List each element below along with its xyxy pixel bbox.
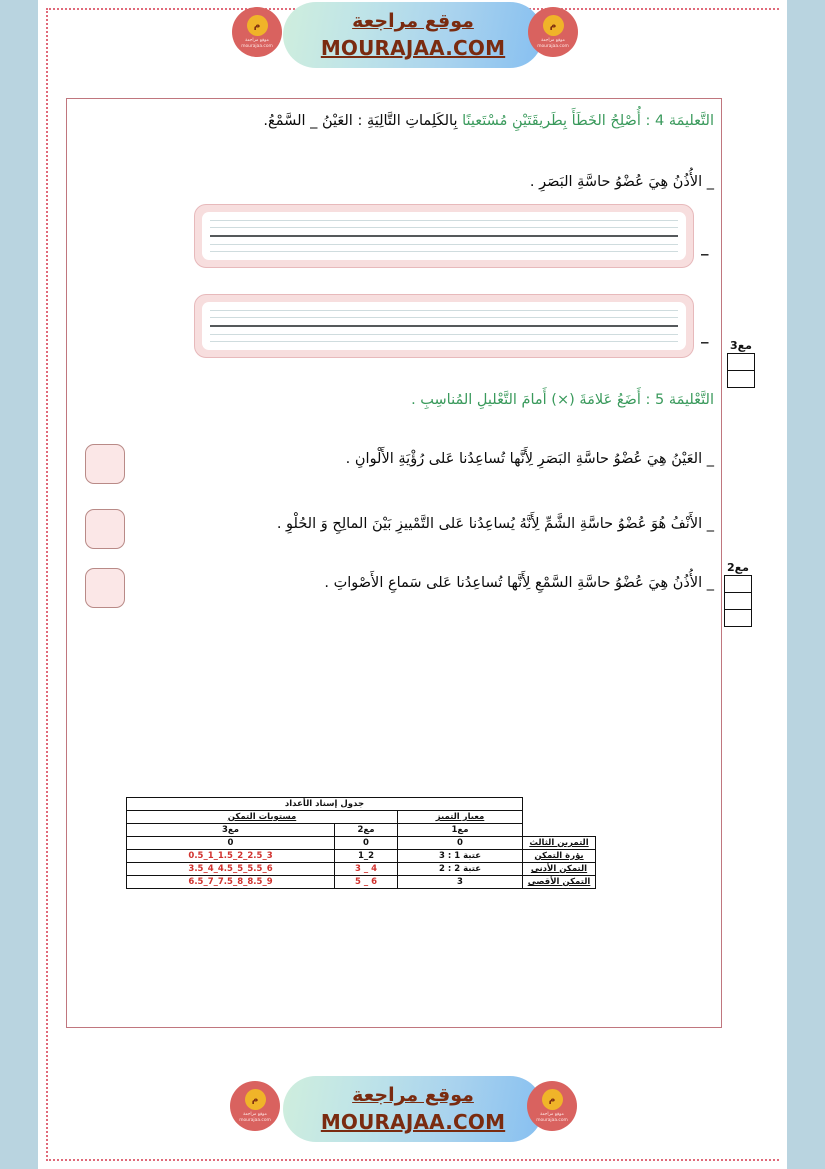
- answer-box-1-dash: _: [701, 238, 709, 256]
- score-marker-mae3: [727, 340, 755, 388]
- logo-subtext-right: موقع مراجعة mourajaa.com: [536, 1112, 568, 1123]
- grade-table-levels-row: [127, 824, 596, 837]
- grade-table-level-2: مع2: [335, 824, 398, 837]
- rule-line: [210, 341, 678, 342]
- header-brand-url[interactable]: MOURAJAA.COM: [320, 36, 506, 60]
- header-brand-arabic: موقع مراجعة: [352, 10, 474, 32]
- logo-subtext-left: موقع مراجعة mourajaa.com: [239, 1112, 271, 1123]
- score-cell[interactable]: [725, 576, 751, 593]
- grade-row-0-level2: 0: [335, 837, 398, 850]
- score-marker-mae2: [724, 562, 752, 627]
- rule-line: [210, 334, 678, 335]
- grade-row-label-3: التمكن الأقصى: [523, 876, 596, 889]
- grade-row-2-level3: 6_5.5_5_4.5_4_3.5: [127, 863, 335, 876]
- score-marker-mae2-cells[interactable]: [724, 575, 752, 627]
- brand-logo-icon-left: [230, 1081, 280, 1131]
- table-row: [127, 850, 596, 863]
- checkbox-statement-2[interactable]: [85, 509, 125, 549]
- table-row: [127, 863, 596, 876]
- footer-brand-text: [283, 1082, 543, 1136]
- grade-row-1-level2: 2_1: [335, 850, 398, 863]
- grade-row-label-1: بؤرة التمكن: [523, 850, 596, 863]
- score-marker-mae3-label: مع3: [730, 339, 752, 352]
- table-row: [127, 837, 596, 850]
- checkbox-statement-3[interactable]: [85, 568, 125, 608]
- instruction-4: [96, 111, 714, 131]
- instruction-4-sentence: _ الأُذُنُ هِيَ عُضْوُ حاسَّةِ البَصَرِ .: [529, 174, 714, 190]
- rule-line: [210, 251, 678, 252]
- grade-table-header-spacer: [523, 811, 596, 824]
- instruction-4-black-part: بِالكَلِماتِ التَّالِيَةِ : العَيْنُ _ السَّمْعُ.: [263, 113, 458, 129]
- logo-badge-glyph: م: [542, 1089, 563, 1110]
- footer-brand-arabic: موقع مراجعة: [352, 1084, 474, 1106]
- table-row: [127, 876, 596, 889]
- statement-3: _ الأُذُنُ هِيَ عُضْوُ حاسَّةِ السَّمْعِ لِأَنَّها تُساعِدُنا عَلى سَماعِ الأَصْواتِ .: [324, 575, 714, 591]
- score-marker-mae3-cells[interactable]: [727, 353, 755, 388]
- grade-table-title-row: [127, 798, 596, 811]
- grade-table-levels-spacer: [523, 824, 596, 837]
- grade-row-2-level2: 4 _ 3: [335, 863, 398, 876]
- footer-banner: [0, 1074, 825, 1146]
- instruction-4-green-part: التَّعليمَة 4 : أُصْلِحُ الخَطَأَ بِطَريقَتَيْنِ مُسْتَعينًا: [462, 113, 714, 129]
- grade-row-label-0: التمرين الثالث: [523, 837, 596, 850]
- grade-table-level-3: مع3: [127, 824, 335, 837]
- instruction-5: التَّعْليمَة 5 : أَضَعُ عَلامَةَ (×) أَمامَ التَّعْليلِ المُناسِبِ .: [411, 392, 714, 408]
- rule-line: [210, 317, 678, 318]
- rule-line: [210, 244, 678, 245]
- grade-row-0-criterion: 0: [398, 837, 523, 850]
- grade-row-3-level2: 6 _ 5: [335, 876, 398, 889]
- score-cell[interactable]: [728, 354, 754, 371]
- grade-row-0-level3: 0: [127, 837, 335, 850]
- grade-table-title-spacer: [523, 798, 596, 811]
- score-cell[interactable]: [725, 593, 751, 610]
- logo-badge-glyph: م: [245, 1089, 266, 1110]
- answer-box-1[interactable]: [194, 204, 694, 268]
- grade-row-2-criterion: عتبة 2 : 2: [398, 863, 523, 876]
- grade-row-1-level3: 3_2.5_2_1.5_1_0.5: [127, 850, 335, 863]
- statement-2: _ الأَنْفُ هُوَ عُضْوُ حاسَّةِ الشَّمِّ لِأَنَّهُ يُساعِدُنا عَلى التَّمْييزِ بَيْنَ المالِحِ وَ الحُلْوِ .: [276, 516, 714, 532]
- rule-line: [210, 220, 678, 221]
- grade-table-level-1: مع1: [398, 824, 523, 837]
- footer-brand-url[interactable]: MOURAJAA.COM: [320, 1110, 506, 1134]
- answer-box-1-lines[interactable]: [202, 212, 686, 260]
- grade-row-3-level3: 9_8.5_8_7.5_7_6.5: [127, 876, 335, 889]
- logo-subtext-right: موقع مراجعة mourajaa.com: [537, 38, 569, 49]
- rule-line: [210, 310, 678, 311]
- grade-table-header-levels: مستويات التمكن: [127, 811, 398, 824]
- rule-line: [210, 227, 678, 228]
- grade-table-header-row: [127, 811, 596, 824]
- score-cell[interactable]: [728, 371, 754, 388]
- header-brand-text: [283, 8, 543, 62]
- brand-logo-icon-left: [232, 7, 282, 57]
- grade-table-title: جدول إسناد الأعداد: [127, 798, 523, 811]
- answer-box-2[interactable]: [194, 294, 694, 358]
- grade-row-label-2: التمكن الأدنى: [523, 863, 596, 876]
- answer-box-2-dash: _: [701, 326, 709, 344]
- rule-line-baseline: [210, 235, 678, 237]
- answer-box-2-lines[interactable]: [202, 302, 686, 350]
- grade-row-1-criterion: عتبة 1 : 3: [398, 850, 523, 863]
- statement-1: _ العَيْنُ هِيَ عُضْوُ حاسَّةِ البَصَرِ لِأَنَّها تُساعِدُنا عَلى رُؤْيَةِ الأَلْوانِ .: [345, 451, 714, 467]
- rule-line-baseline: [210, 325, 678, 327]
- logo-badge-glyph: م: [543, 15, 564, 36]
- grade-row-3-criterion: 3: [398, 876, 523, 889]
- checkbox-statement-1[interactable]: [85, 444, 125, 484]
- score-marker-mae2-label: مع2: [727, 561, 749, 574]
- header-banner: [0, 0, 825, 72]
- grade-table: [126, 797, 596, 889]
- logo-badge-glyph: م: [247, 15, 268, 36]
- grade-table-header-criterion: معيار التميز: [398, 811, 523, 824]
- score-cell[interactable]: [725, 610, 751, 627]
- logo-subtext-left: موقع مراجعة mourajaa.com: [241, 38, 273, 49]
